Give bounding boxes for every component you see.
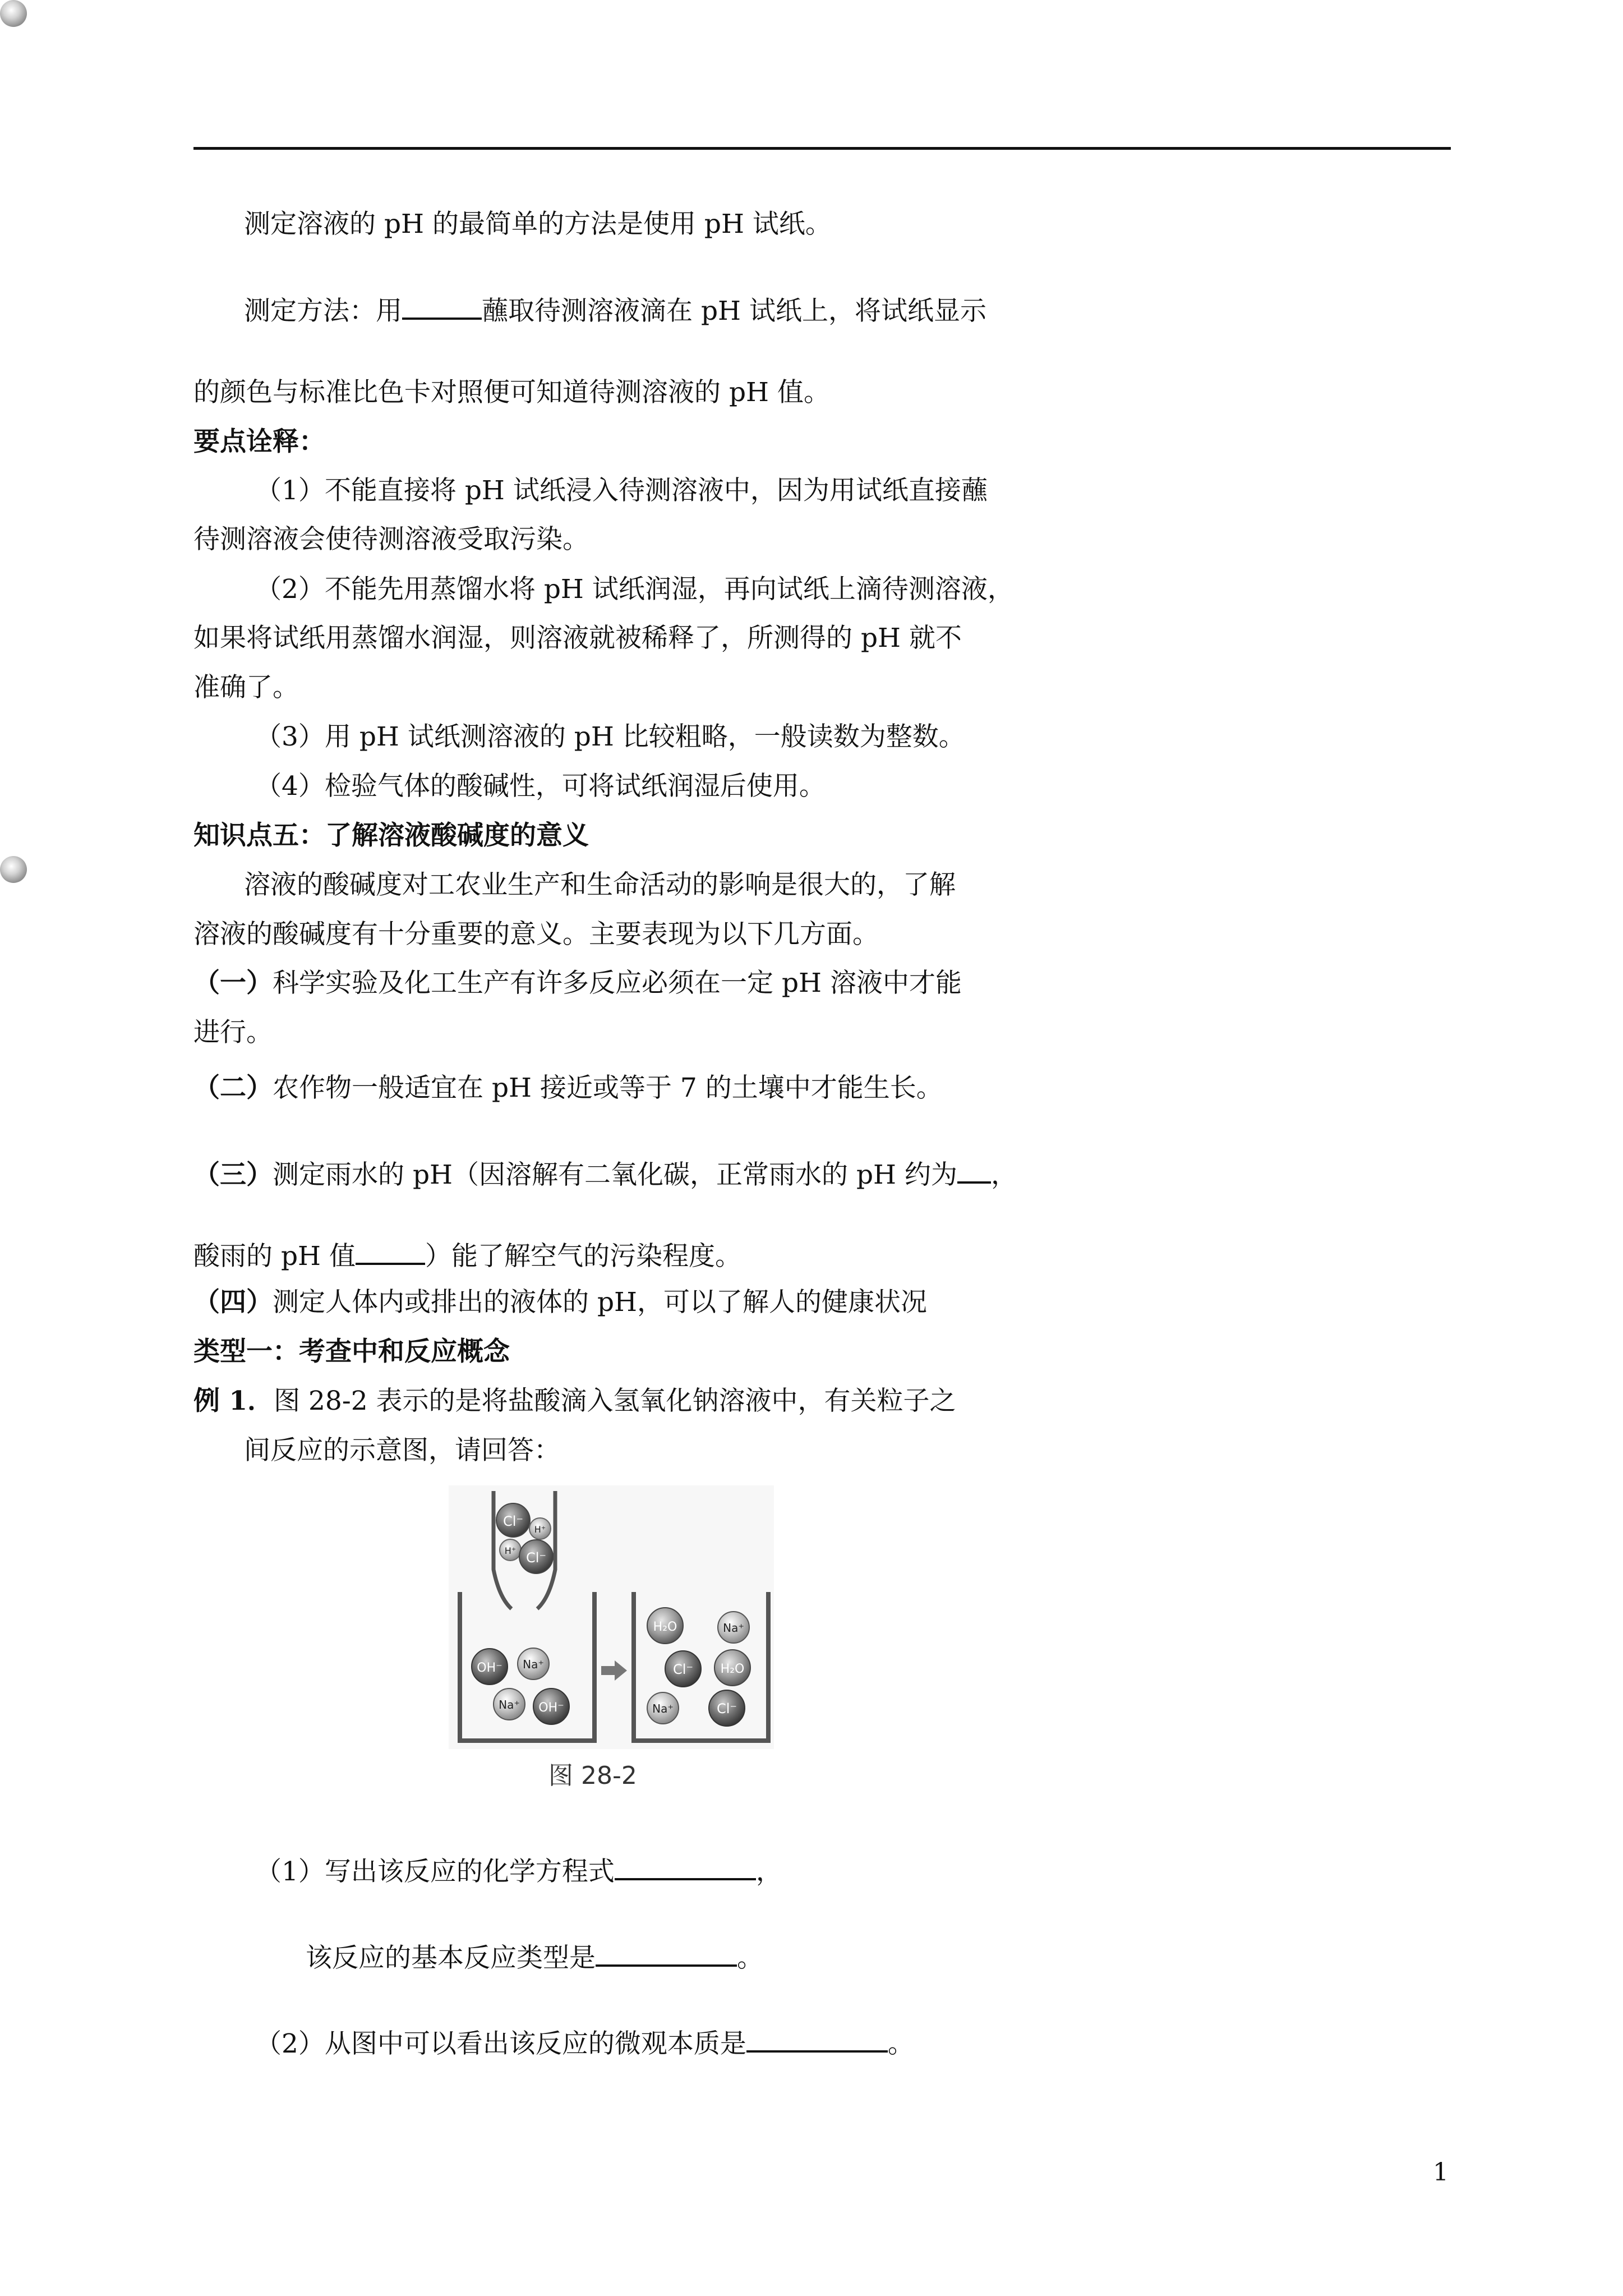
svg-text:OH⁻: OH⁻ <box>538 1701 564 1715</box>
ion-oh-minus <box>533 1688 569 1724</box>
item-marker-2: （二） <box>193 1073 273 1103</box>
text-line-18-comma: ， <box>990 1159 1017 1190</box>
answer-blank-equation <box>615 1852 756 1880</box>
svg-text:Na⁺: Na⁺ <box>523 1658 544 1671</box>
svg-text:Na⁺: Na⁺ <box>652 1702 674 1715</box>
ion-cl-minus <box>496 1503 530 1537</box>
ion-cl-minus <box>665 1651 701 1687</box>
svg-text:Cl⁻: Cl⁻ <box>716 1701 737 1717</box>
text-line-18 <box>193 1156 1017 1192</box>
text-line-18-body: 测定雨水的 pH（因溶解有二氧化碳，正常雨水的 pH 约为 <box>273 1159 957 1190</box>
text-line-17 <box>193 1071 943 1105</box>
text-line-7: （2）不能先用蒸馏水将 pH 试纸润湿，再向试纸上滴待测溶液， <box>255 574 1014 605</box>
svg-text:H₂O: H₂O <box>720 1662 745 1676</box>
answer-blank-reaction-type <box>596 1939 737 1967</box>
text-line-3: 的颜色与标准比色卡对照便可知道待测溶液的 pH 值。 <box>193 377 830 408</box>
question-1-line-1 <box>255 1852 782 1889</box>
ion-cl-minus <box>519 1540 553 1573</box>
question-1-line-2 <box>306 1939 763 1975</box>
item-marker-3: （三） <box>193 1159 273 1190</box>
text-line-5: （1）不能直接将 pH 试纸浸入待测溶液中，因为用试纸直接蘸 <box>255 475 988 506</box>
ion-cl-minus <box>709 1690 745 1726</box>
svg-text:Na⁺: Na⁺ <box>499 1698 520 1711</box>
text-line-1: 测定溶液的 pH 的最简单的方法是使用 pH 试纸。 <box>244 209 832 240</box>
answer-blank-acid-rain-ph <box>356 1237 425 1265</box>
answer-blank-tool <box>402 292 482 320</box>
svg-text:Cl⁻: Cl⁻ <box>672 1662 694 1677</box>
text-line-19-end: ）能了解空气的污染程度。 <box>425 1241 741 1272</box>
example-1-line-1 <box>193 1384 956 1418</box>
svg-text:H⁺: H⁺ <box>504 1545 517 1556</box>
text-line-2 <box>244 292 986 328</box>
question-1-prompt: （1）写出该反应的化学方程式 <box>255 1856 615 1887</box>
item-marker-4: （四） <box>193 1287 273 1318</box>
ion-na-plus <box>518 1648 549 1680</box>
text-line-8: 如果将试纸用蒸馏水润湿，则溶液就被稀释了，所测得的 pH 就不 <box>193 623 962 654</box>
text-line-15 <box>193 967 962 1000</box>
text-line-9: 准确了。 <box>193 672 299 703</box>
ion-h-plus <box>529 1518 551 1539</box>
ion-na-plus <box>494 1688 525 1720</box>
question-2-period: 。 <box>887 2028 914 2059</box>
svg-text:H⁺: H⁺ <box>534 1524 546 1535</box>
question-2-line <box>255 2024 914 2061</box>
molecule-h2o <box>647 1608 683 1644</box>
figure-caption: 图 28-2 <box>548 1761 637 1790</box>
text-line-19-start: 酸雨的 pH 值 <box>193 1241 356 1272</box>
svg-text:H₂O: H₂O <box>653 1620 677 1634</box>
svg-text:Cl⁻: Cl⁻ <box>525 1550 547 1566</box>
example-1-line-2: 间反应的示意图，请回答： <box>244 1435 560 1466</box>
text-line-15-body: 科学实验及化工生产有许多反应必须在一定 pH 溶液中才能 <box>273 968 962 999</box>
text-line-19 <box>193 1237 741 1273</box>
section-heading-type-1: 类型一：考查中和反应概念 <box>193 1336 510 1367</box>
section-heading-knowledge-5: 知识点五：了解溶液酸碱度的意义 <box>193 820 589 851</box>
text-line-14: 溶液的酸碱度有十分重要的意义。主要表现为以下几方面。 <box>193 919 879 950</box>
ion-na-plus <box>647 1692 679 1724</box>
ion-na-plus <box>718 1612 749 1643</box>
svg-text:Cl⁻: Cl⁻ <box>502 1513 524 1529</box>
answer-blank-micro-essence <box>746 2024 888 2053</box>
binder-hole-top <box>0 0 27 27</box>
text-line-10: （3）用 pH 试纸测溶液的 pH 比较粗略，一般读数为整数。 <box>255 721 965 752</box>
example-1-line-1-body: 图 28-2 表示的是将盐酸滴入氢氧化钠溶液中，有关粒子之 <box>274 1386 956 1416</box>
question-1-type-period: 。 <box>737 1943 763 1973</box>
text-line-20-body: 测定人体内或排出的液体的 pH，可以了解人的健康状况 <box>273 1287 928 1318</box>
reaction-diagram <box>449 1485 774 1749</box>
text-line-16: 进行。 <box>193 1017 273 1048</box>
page-number: 1 <box>1433 2158 1449 2187</box>
example-label: 例 1． <box>193 1386 274 1416</box>
text-line-13: 溶液的酸碱度对工农业生产和生命活动的影响是很大的，了解 <box>244 869 956 900</box>
svg-text:OH⁻: OH⁻ <box>477 1661 502 1675</box>
molecule-h2o <box>714 1650 750 1686</box>
item-marker-1: （一） <box>193 968 273 999</box>
text-line-2-start: 测定方法：用 <box>244 296 402 326</box>
text-line-6: 待测溶液会使待测溶液受取污染。 <box>193 524 589 555</box>
binder-hole-middle <box>0 856 27 883</box>
svg-text:Na⁺: Na⁺ <box>723 1621 744 1635</box>
header-rule <box>193 147 1451 150</box>
ion-h-plus <box>500 1539 521 1561</box>
question-1-comma: ， <box>755 1856 782 1887</box>
question-1-type-prompt: 该反应的基本反应类型是 <box>306 1943 596 1973</box>
text-line-20 <box>193 1286 927 1319</box>
ion-oh-minus <box>472 1649 508 1685</box>
text-line-11: （4）检验气体的酸碱性，可将试纸润湿后使用。 <box>255 771 826 802</box>
text-line-2-end: 蘸取待测溶液滴在 pH 试纸上，将试纸显示 <box>482 296 986 326</box>
question-2-prompt: （2）从图中可以看出该反应的微观本质是 <box>255 2028 746 2059</box>
answer-blank-normal-rain-ph <box>957 1156 991 1184</box>
text-line-17-body: 农作物一般适宜在 pH 接近或等于 7 的土壤中才能生长。 <box>273 1073 943 1103</box>
section-heading-key-points: 要点诠释： <box>193 426 325 457</box>
